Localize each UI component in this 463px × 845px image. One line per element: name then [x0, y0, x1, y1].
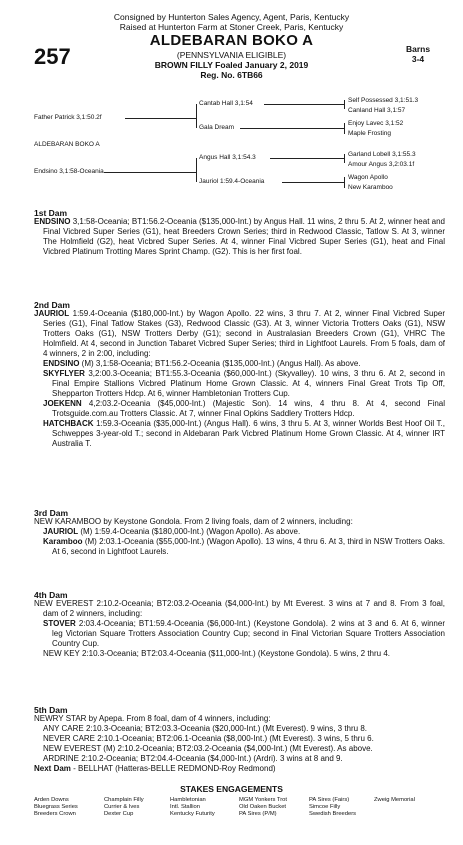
stakes-item: Champlain Filly [104, 797, 144, 803]
first-dam-heading: 1st Dam [34, 208, 68, 218]
stakes-item: Old Oaken Bucket [239, 804, 287, 810]
fourth-dam-paragraph [34, 599, 445, 659]
list-item: STOVER 2:03.4-Oceania; BT1:59.4-Oceania ($6,000-Int.) (Keystone Gondola). 2 wins at 3 and 6. At 6, winner leg Victorian Square Trotters Association Country Cup; second in Final Victorian Square Trotters Association Country Cup. [43, 619, 445, 648]
stakes-item: Currier & Ives [104, 804, 140, 810]
stakes-item: PA Sires (Fairs) [309, 797, 350, 803]
pedigree-dsd: Amour Angus 3,2:03.1f [348, 161, 415, 168]
list-item: Karamboo (M) 2:03.1-Oceania ($55,000-Int.) (Wagon Apollo). 13 wins, 4 thru 6. At 3, third in NSW Trotters Oaks. At 6, second in Lightfoot Laurels. [43, 537, 445, 556]
pedigree-sire-dam: Gala Dream [199, 124, 235, 131]
pedigree-sire-sire: Cantab Hall 3,1:54 [199, 100, 253, 107]
stakes-item: Dexter Cup [104, 811, 134, 817]
foaled-line: BROWN FILLY Foaled January 2, 2019 [154, 60, 309, 70]
fifth-dam-text: NEWRY STAR by Apepa. From 8 foal, dam of 4 winners, including: [34, 714, 271, 723]
pedigree-dam-dam: Jauriol 1:59.4-Oceania [199, 178, 265, 185]
second-dam-name: JAURIOL [34, 309, 70, 318]
pedigree-ddd: New Karamboo [348, 184, 393, 191]
stakes-item: Hambletonian [170, 797, 206, 803]
pedigree-line [125, 118, 196, 119]
stakes-item: Bluegrass Series [34, 804, 78, 810]
fourth-dam-heading: 4th Dam [34, 590, 68, 600]
stakes-column [34, 797, 78, 818]
lot-number: 257 [34, 44, 71, 69]
stakes-column [374, 797, 415, 804]
third-dam-paragraph [34, 517, 445, 557]
stakes-item: Kentucky Futurity [170, 811, 215, 817]
pedigree-line [282, 182, 344, 183]
stakes-item: Simcoe Filly [309, 804, 341, 810]
pedigree-bracket [196, 158, 197, 182]
next-dam-line [34, 764, 445, 774]
reg-number: Reg. No. 6TB66 [200, 70, 263, 80]
list-item: ARDRINE 2:10.2-Oceania; BT2:04.4-Oceania ($4,000-Int.) (Ardri). 3 wins at 8 and 9. [43, 754, 343, 763]
stakes-item: Arden Downs [34, 797, 69, 803]
stakes-item: Intl. Stallion [170, 804, 200, 810]
pedigree-sds: Enjoy Lavec 3,1:52 [348, 120, 404, 127]
eligibility: (PENNSYLVANIA ELIGIBLE) [176, 50, 287, 60]
first-dam-paragraph [34, 217, 445, 257]
pedigree-bracket [344, 154, 345, 163]
fifth-dam-paragraph [34, 714, 445, 774]
pedigree-sdd: Maple Frosting [348, 130, 391, 137]
stakes-column [309, 797, 356, 818]
first-dam-name: ENDSINO [34, 217, 71, 226]
stakes-column [170, 797, 215, 818]
barns-label: Barns [405, 44, 431, 54]
next-dam-label: Next Dam [34, 764, 71, 773]
stakes-column [239, 797, 287, 818]
pedigree-dam-sire: Angus Hall 3,1:54.3 [199, 154, 256, 161]
barns-value: 3-4 [411, 54, 425, 64]
pedigree-bracket [196, 104, 197, 128]
pedigree-dds: Wagon Apollo [348, 174, 388, 181]
second-dam-text: 1:59.4-Oceania ($180,000-Int.) by Wagon Apollo. 22 wins, 3 thru 7. At 2, winner Final Vicbred Super Series (G1), Final Tatlow Stakes (G3), Redwood Classic (G3). At 3, winner Victoria Trotters Oaks (G1), NSW Trotters Oaks (G1), NSW Trotters Derby (G1); second in Australasian Breeders Crown (G1), VHRC The Holmfield. At 4, second in Junction Tabaret Vicbred Super Series; third in Lightfoot Laurels. From 5 foals, dam of 4 winners, 2 in 2:00, including: [43, 309, 445, 358]
stakes-item: Breeders Crown [34, 811, 76, 817]
pedigree-ssd: Canland Hall 3,1:57 [348, 107, 406, 114]
next-dam-text: - BELLHAT (Hatteras-BELLE REDMOND-Roy Redmond) [70, 764, 276, 773]
pedigree-bracket [344, 100, 345, 109]
pedigree-line [264, 104, 344, 105]
list-item: JAURIOL (M) 1:59.4-Oceania ($180,000-Int.) (Wagon Apollo). As above. [43, 527, 301, 536]
pedigree-line [104, 172, 196, 173]
horse-name: ALDEBARAN BOKO A [149, 32, 314, 49]
pedigree-bracket [344, 123, 345, 134]
raised-line: Raised at Hunterton Farm at Stoner Creek, Paris, Kentucky [119, 22, 344, 32]
pedigree-sire: Father Patrick 3,1:50.2f [34, 114, 102, 121]
pedigree-line [240, 128, 344, 129]
list-item: NEW KEY 2:10.3-Oceania; BT2:03.4-Oceania ($11,000-Int.) (Keystone Gondola). 5 wins, 2 thru 4. [43, 649, 390, 658]
fourth-dam-text: NEW EVEREST 2:10.2-Oceania; BT2:03.2-Oceania ($4,000-Int.) by Mt Everest. 3 wins at 7 and 8. From 3 foal, dam of 2 winners, including: [34, 599, 445, 618]
pedigree-line [270, 158, 344, 159]
list-item: HATCHBACK 1:59.3-Oceania ($35,000-Int.) (Angus Hall). 6 wins, 3 thru 5. At 3, winner Worlds Best Hoof Oil T., Schweppes 3-year-old T.; second in Aldebaran Park Vicbred Platinum Home Grown Classic. At 4, winner IRT Australia T. [43, 419, 445, 448]
stakes-item: Zweig Memorial [374, 797, 415, 803]
second-dam-heading: 2nd Dam [34, 300, 70, 310]
first-dam-text: 3,1:58-Oceania; BT1:56.2-Oceania ($135,000-Int.) by Angus Hall. 11 wins, 2 thru 5. At 2, winner heat and Final Vicbred Super Series (G1), heat Breeders Crown Series; third in Redwood Classic, Tatlow S. At 3, winner The Holmfield (G2), heat Vicbred Super Series. At 4, winner Final Vicbred Super Series (G1), heat and Final Vicbred Platinum Trotting Mares Sprint Champ. (G2). This is her first foal. [43, 217, 445, 256]
barns-block [398, 44, 438, 64]
list-item: NEW EVEREST (M) 2:10.2-Oceania; BT2:03.2-Oceania ($4,000-Int.) (Mt Everest). As above. [43, 744, 373, 753]
fifth-dam-heading: 5th Dam [34, 705, 68, 715]
third-dam-heading: 3rd Dam [34, 508, 69, 518]
pedigree-dss: Garland Lobell 3,1:55.3 [348, 151, 416, 158]
consignor-line: Consigned by Hunterton Sales Agency, Agent, Paris, Kentucky [113, 12, 350, 22]
pedigree-subject: ALDEBARAN BOKO A [34, 141, 100, 148]
list-item: ANY CARE 2:10.3-Oceania; BT2:03.3-Oceania ($20,000-Int.) (Mt Everest). 9 wins, 3 thru 8. [43, 724, 367, 733]
stakes-title: STAKES ENGAGEMENTS [180, 784, 283, 794]
second-dam-paragraph [34, 309, 445, 449]
stakes-item: Swedish Breeders [309, 811, 357, 817]
stakes-item: MGM Yonkers Trot [239, 797, 288, 803]
third-dam-text: NEW KARAMBOO by Keystone Gondola. From 2 living foals, dam of 2 winners, including: [34, 517, 353, 526]
list-item: JOEKENN 4,2:03.2-Oceania ($45,000-Int.) (Majestic Son). 14 wins, 4 thru 8. At 4, second Final Trotsguide.com.au Trotters Classic. At 7, winner Final Opkins Saddlery Trotters Hdcp. [43, 399, 445, 418]
stakes-item: PA Sires (P/M) [239, 811, 277, 817]
pedigree-sss: Self Possessed 3,1:51.3 [348, 97, 419, 104]
list-item: NEVER CARE 2:10.1-Oceania; BT2:06.1-Oceania ($8,000-Int.) (Mt Everest). 3 wins, 5 thru 6. [43, 734, 374, 743]
list-item: ENDSINO (M) 3,1:58-Oceania; BT1:56.2-Oceania ($135,000-Int.) (Angus Hall). As above. [43, 359, 361, 368]
pedigree-bracket [344, 177, 345, 188]
stakes-column [104, 797, 144, 818]
list-item: SKYFLYER 3,2:00.3-Oceania; BT1:55.3-Oceania ($60,000-Int.) (Skyvalley). 10 wins, 3 thru 6. At 2, second in Final Empire Stallions Vicbred Platinum Home Grown Classic. At 4, winners Final Great Trots Tip Off, Shepparton Trotters Hdcp. At 6, winner Hambletonian Trotters Cup. [43, 369, 445, 398]
pedigree-dam: Endsino 3,1:58-Oceania [34, 168, 104, 175]
